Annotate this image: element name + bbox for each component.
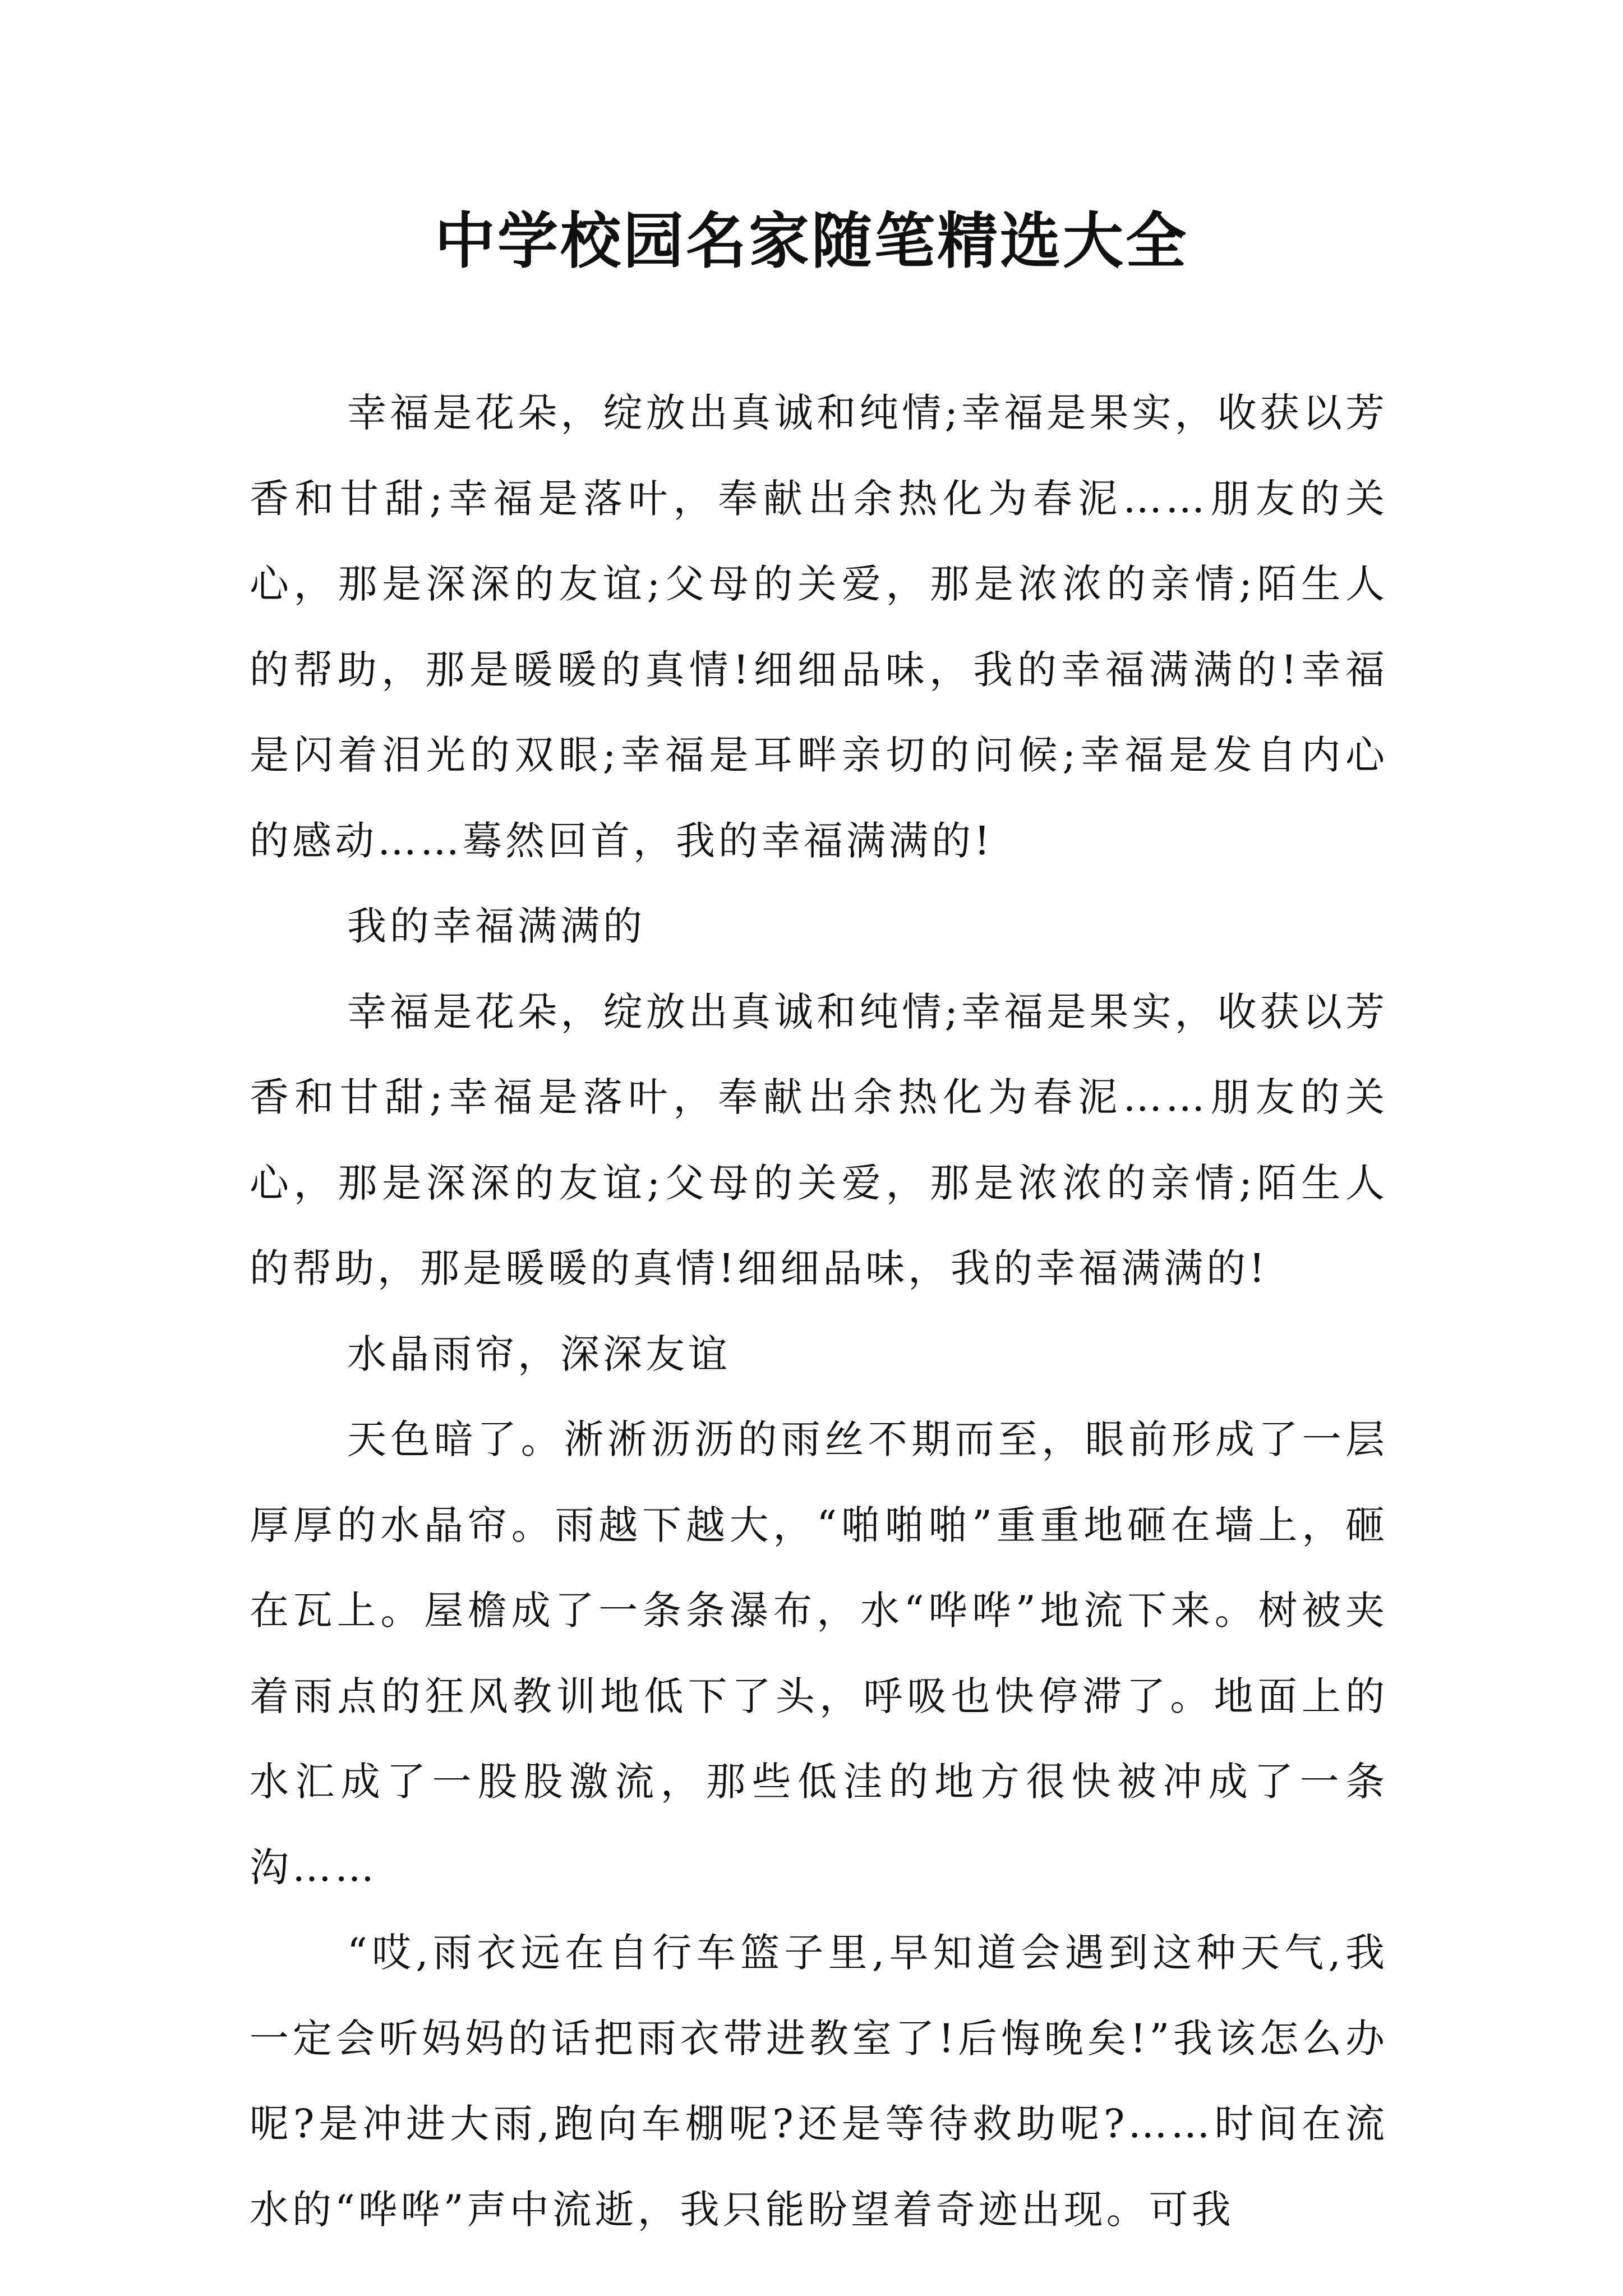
document-body (250, 370, 1388, 2252)
section-heading-crystal-rain: 水晶雨帘，深深友谊 (347, 1331, 731, 1377)
document-title: 中学校园名家随笔精选大全 (434, 206, 1188, 277)
paragraph-1: 幸福是花朵，绽放出真诚和纯情;幸福是果实，收获以芳香和甘甜;幸福是落叶，奉献出余热化为春泥……朋友的关心，那是深深的友谊;父母的关爱，那是浓浓的亲情;陌生人的帮助，那是暖暖的真情!细细品味，我的幸福满满的!幸福是闪着泪光的双眼;幸福是耳畔亲切的问候;幸福是发自内心的感动……蓦然回首，我的幸福满满的! (250, 390, 1388, 864)
paragraph-2: 幸福是花朵，绽放出真诚和纯情;幸福是果实，收获以芳香和甘甜;幸福是落叶，奉献出余热化为春泥……朋友的关心，那是深深的友谊;父母的关爱，那是浓浓的亲情;陌生人的帮助，那是暖暖的真情!细细品味，我的幸福满满的! (250, 988, 1388, 1291)
paragraph-3: 天色暗了。淅淅沥沥的雨丝不期而至，眼前形成了一层厚厚的水晶帘。雨越下越大，“啪啪啪”重重地砸在墙上，砸在瓦上。屋檐成了一条条瀑布，水“哗哗”地流下来。树被夹着雨点的狂风教训地低下了头，呼吸也快停滞了。地面上的水汇成了一股股激流，那些低洼的地方很快被冲成了一条沟…… (250, 1416, 1388, 1890)
paragraph-4: “哎,雨衣远在自行车篮子里,早知道会遇到这种天气,我一定会听妈妈的话把雨衣带进教室了!后悔晚矣!”我该怎么办呢?是冲进大雨,跑向车棚呢?还是等待救助呢?……时间在流水的“哗哗”声中流逝，我只能盼望着奇迹出现。可我 (250, 1930, 1388, 2233)
section-heading-happiness: 我的幸福满满的 (347, 903, 645, 949)
